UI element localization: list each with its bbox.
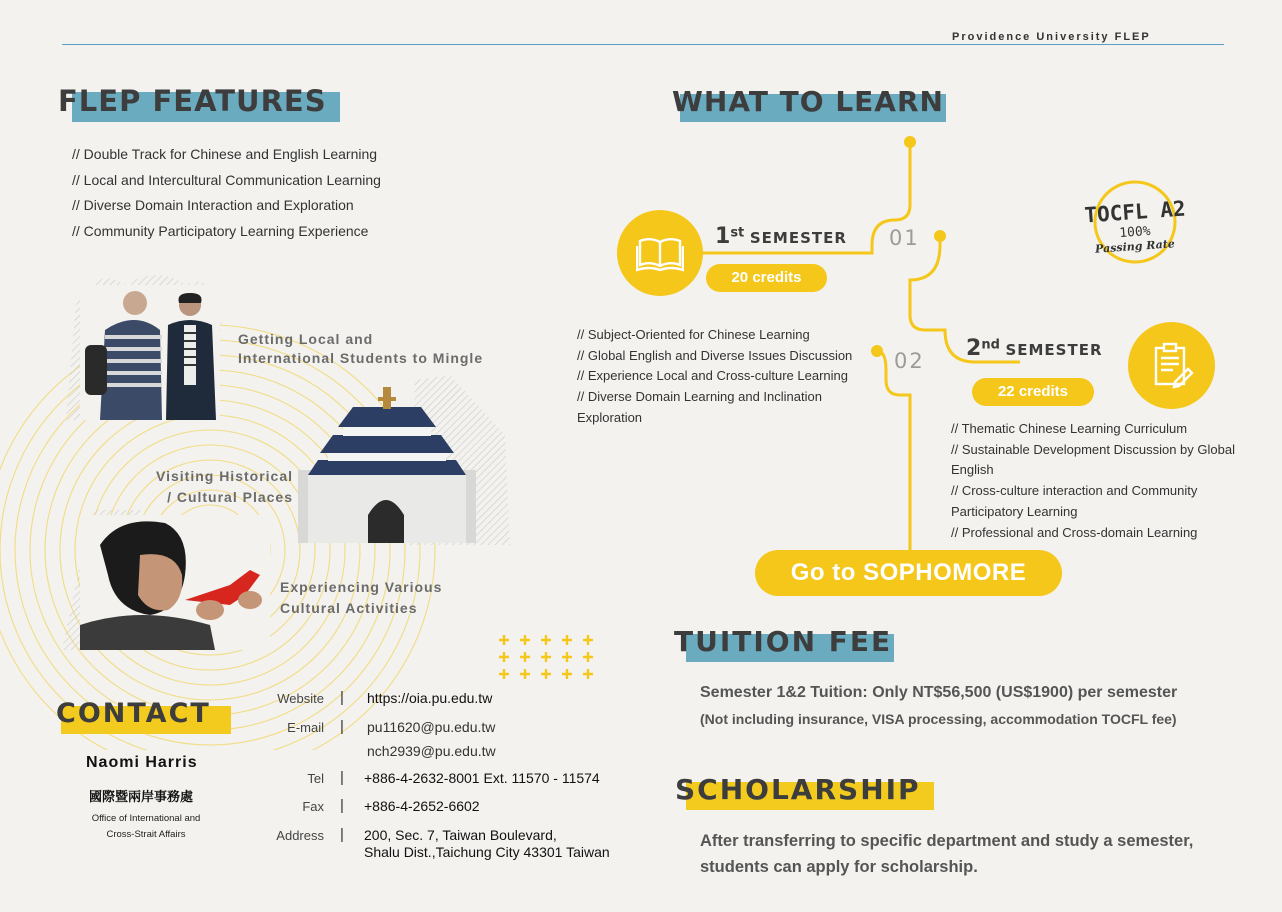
photo-caption-1: Getting Local and International Students to Mingle [238, 331, 484, 366]
memorial-hall-photo [298, 385, 476, 543]
plus-pattern-decoration [498, 630, 594, 682]
contact-heading: CONTACT [56, 698, 211, 729]
list-item: // Global English and Diverse Issues Discussion [577, 347, 853, 363]
list-item: // Experience Local and Cross-culture Learning [577, 368, 848, 384]
email-link-2[interactable]: nch2939@pu.edu.tw [367, 743, 496, 759]
website-label: Website [277, 691, 324, 706]
separator: | [340, 797, 344, 814]
tuition-amount: Semester 1&2 Tuition: Only NT$56,500 (US$1900) per semester [700, 684, 1178, 701]
go-to-sophomore-button: Go to SOPHOMORE [755, 550, 1062, 596]
address-value: 200, Sec. 7, Taiwan Boulevard, Shalu Dist.,Taichung City 43301 Taiwan [364, 827, 610, 860]
header-rule [62, 44, 1224, 45]
badge-caption: Passing Rate [1094, 237, 1176, 256]
list-item: // Thematic Chinese Learning Curriculum [951, 421, 1188, 436]
features-list [72, 142, 381, 244]
semester-2-title: 2nd SEMESTER [966, 336, 1103, 361]
learn-heading: WHAT TO LEARN [672, 85, 944, 118]
address-label: Address [276, 828, 324, 843]
musician-photo [80, 515, 270, 650]
scholarship-text: After transferring to specific department and study a semester, students can apply for scholarship. [700, 832, 1194, 876]
email-link-1[interactable]: pu11620@pu.edu.tw [367, 719, 496, 735]
book-icon [636, 233, 684, 273]
separator: | [340, 826, 344, 843]
brand-header: Providence University FLEP [952, 31, 1151, 43]
list-item: // Double Track for Chinese and English Learning [72, 146, 378, 162]
list-item: // Local and Intercultural Communication Learning [72, 171, 381, 188]
students-photo [80, 285, 220, 420]
office-name-chinese: 國際暨兩岸事務處 [89, 790, 194, 805]
separator: | [340, 689, 344, 706]
step-number-1: 01 [889, 226, 920, 250]
semester-1-list [577, 325, 877, 429]
tuition-heading: TUITION FEE [674, 625, 893, 658]
tel-value: +886-4-2632-8001 Ext. 11570 - 11574 [364, 770, 600, 786]
tocfl-badge [1060, 178, 1210, 270]
separator: | [340, 769, 344, 786]
scholarship-heading: SCHOLARSHIP [675, 773, 921, 806]
photo-caption-3: Experiencing Various Cultural Activities [280, 579, 443, 616]
email-label: E-mail [287, 720, 324, 735]
step-number-2: 02 [894, 349, 925, 373]
semester-2-list [951, 419, 1256, 543]
badge-title: TOCFL A2 [1083, 196, 1187, 228]
list-item: // Community Participatory Learning Experience [72, 222, 369, 239]
list-item: // Diverse Domain Learning and Inclination Exploration [577, 389, 822, 425]
fax-value: +886-4-2652-6602 [364, 798, 480, 814]
website-link[interactable]: https://oia.pu.edu.tw [367, 690, 493, 706]
tel-label: Tel [307, 771, 324, 786]
list-item: // Subject-Oriented for Chinese Learning [577, 327, 810, 342]
semester-1-title: 1st SEMESTER [715, 224, 847, 249]
semester-2-credits-badge: 22 credits [972, 378, 1094, 406]
office-name-english: Office of International and Cross-Strait Affairs [91, 813, 201, 840]
list-item: // Professional and Cross-domain Learning [951, 524, 1198, 540]
photo-caption-2: Visiting Historical / Cultural Places [156, 468, 293, 505]
separator: | [340, 718, 344, 735]
badge-percent: 100% [1118, 223, 1152, 242]
fax-label: Fax [302, 799, 324, 814]
contact-name: Naomi Harris [86, 754, 198, 771]
list-item: // Diverse Domain Interaction and Exploration [72, 197, 354, 213]
semester-1-credits-badge: 20 credits [706, 264, 827, 292]
features-heading: FLEP FEATURES [58, 84, 327, 118]
document-icon [1150, 342, 1194, 390]
list-item: // Sustainable Development Discussion by Global English [951, 441, 1235, 478]
tuition-note: (Not including insurance, VISA processing, accommodation TOCFL fee) [700, 711, 1177, 727]
list-item: // Cross-culture interaction and Community Participatory Learning [951, 483, 1198, 519]
